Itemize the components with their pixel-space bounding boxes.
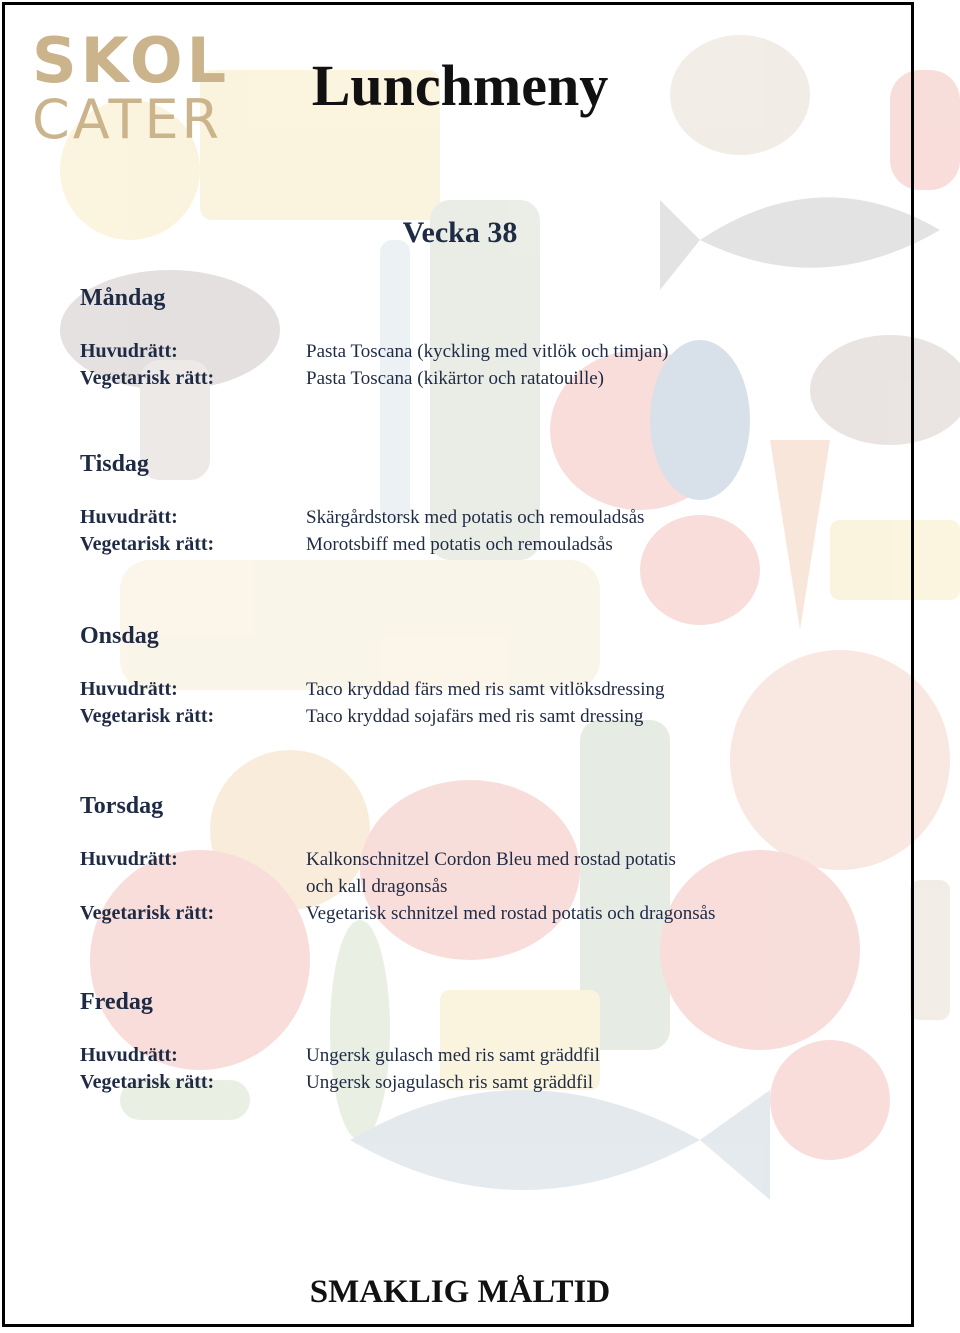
main-dish-label: Huvudrätt: <box>80 506 178 528</box>
veg-dish-row <box>80 365 860 392</box>
main-dish: Taco kryddad färs med ris samt vitlöksdressing <box>306 679 665 700</box>
main-dish-line-1: Kalkonschnitzel Cordon Bleu med rostad potatis <box>306 849 676 870</box>
day-section-wednesday <box>80 621 860 730</box>
logo-line-1: SKOL <box>32 24 231 97</box>
veg-dish: Morotsbiff med potatis och remouladsås <box>306 534 613 555</box>
footer-greeting: SMAKLIG MÅLTID <box>309 1274 611 1310</box>
main-dish-line-2: och kall dragonsås <box>306 876 448 897</box>
day-name: Måndag <box>80 285 166 311</box>
wheat-icon <box>910 880 950 1020</box>
veg-dish-row <box>80 531 860 558</box>
veg-dish-label: Vegetarisk rätt: <box>80 367 215 389</box>
main-dish-label: Huvudrätt: <box>80 678 178 700</box>
logo-line-2: CATER <box>32 88 223 151</box>
veg-dish: Ungersk sojagulasch ris samt gräddfil <box>306 1072 594 1093</box>
day-name: Torsdag <box>80 793 164 819</box>
veg-dish-row <box>80 900 860 927</box>
veg-dish-label: Vegetarisk rätt: <box>80 533 215 555</box>
day-name: Tisdag <box>80 451 149 477</box>
main-dish-row <box>80 338 860 365</box>
main-dish-row <box>80 1042 860 1069</box>
day-section-monday <box>80 283 860 392</box>
main-dish-label: Huvudrätt: <box>80 340 178 362</box>
day-name: Fredag <box>80 989 153 1015</box>
veg-dish-label: Vegetarisk rätt: <box>80 705 215 727</box>
veg-dish: Pasta Toscana (kikärtor och ratatouille) <box>306 368 604 389</box>
day-section-thursday <box>80 791 860 927</box>
main-dish-row <box>80 676 860 703</box>
main-dish-row <box>80 846 860 900</box>
week-heading: Vecka 38 <box>402 216 518 249</box>
veg-dish-row <box>80 1069 860 1096</box>
main-dish: Skärgårdstorsk med potatis och remouladsås <box>306 507 645 528</box>
veg-dish: Taco kryddad sojafärs med ris samt dressing <box>306 706 644 727</box>
main-dish: Ungersk gulasch med ris samt gräddfil <box>306 1045 600 1066</box>
veg-dish-label: Vegetarisk rätt: <box>80 902 215 924</box>
veg-dish-row <box>80 703 860 730</box>
day-section-tuesday <box>80 449 860 558</box>
day-name: Onsdag <box>80 623 159 649</box>
main-dish <box>306 846 866 900</box>
main-dish: Pasta Toscana (kyckling med vitlök och timjan) <box>306 341 669 362</box>
main-dish-row <box>80 504 860 531</box>
veg-dish: Vegetarisk schnitzel med rostad potatis och dragonsås <box>306 903 716 924</box>
main-dish-label: Huvudrätt: <box>80 1044 178 1066</box>
page-title: Lunchmeny <box>311 53 609 118</box>
day-section-friday <box>80 987 860 1096</box>
veg-dish-label: Vegetarisk rätt: <box>80 1071 215 1093</box>
main-dish-label: Huvudrätt: <box>80 848 178 870</box>
